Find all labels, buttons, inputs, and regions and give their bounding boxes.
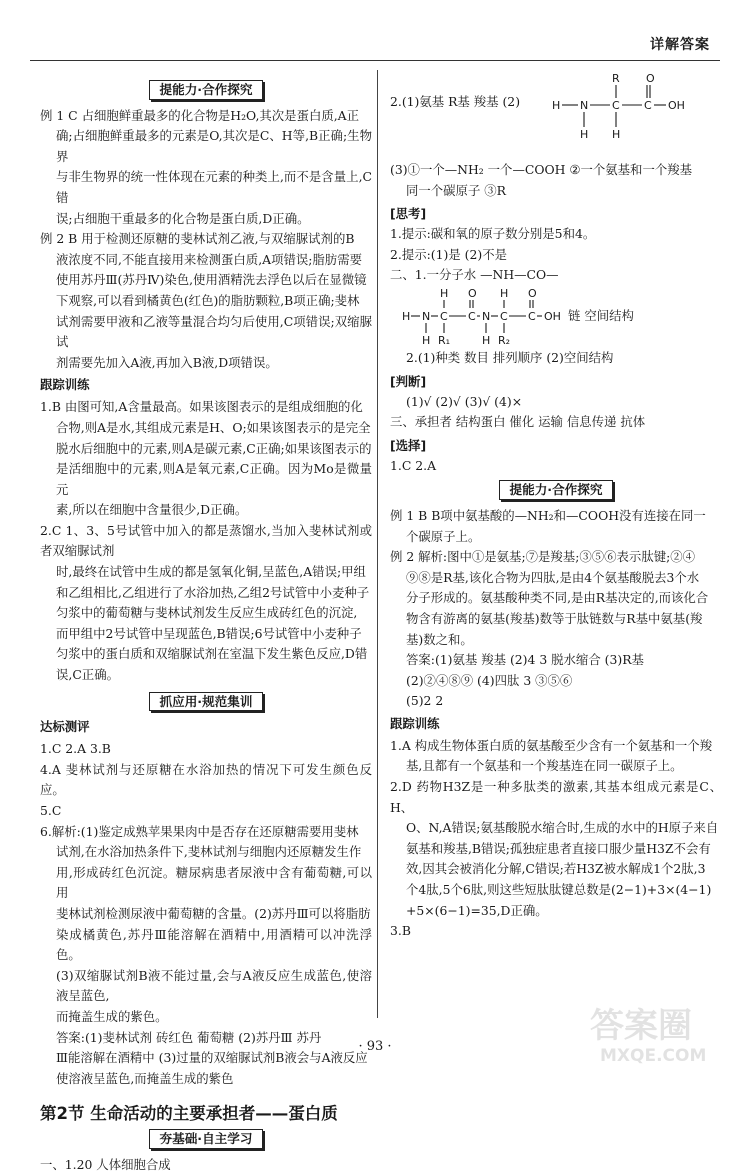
tracking-2-line: 而甲组中2号试管中呈现蓝色,B错误;6号试管中小麦种子	[56, 625, 362, 641]
example-2-line: 试剂需要甲液和乙液等量混合均匀后使用,C项错误;双缩脲试	[56, 313, 372, 350]
amino-acid-answer-line: (3)①一个—NH₂ 一个—COOH ②一个氨基和一个羧基	[390, 162, 693, 177]
right-tracking-2-line: 个4肽,5个6肽,则这些短肽肽键总数是(2−1)+3×(4−1)	[406, 882, 712, 898]
eval-6-line: (3)双缩脲试剂B液不能过量,会与A液反应生成蓝色,使溶液呈蓝色,	[56, 967, 372, 1004]
eval-6-line: 试剂,在水浴加热条件下,斐林试剂与细胞内还原糖发生作	[56, 844, 362, 860]
tracking-1-line: 1.B 由图可知,A含量最高。如果该图表示的是组成细胞的化	[40, 399, 363, 415]
think-2: 2.提示:(1)是 (2)不是	[390, 246, 507, 262]
right-column	[390, 72, 722, 942]
right-tracking-2-line: O、N,A错误;氨基酸脱水缩合时,生成的水中的H原子来自	[406, 820, 719, 836]
example-2-line: 例 2 B 用于检测还原糖的斐林试剂乙液,与双缩脲试剂的B	[40, 231, 355, 247]
section-box-ability-2: 提能力·合作探究	[499, 480, 614, 500]
right-tracking-title: 跟踪训练	[390, 715, 440, 731]
formula-atom-OH: OH	[544, 309, 561, 323]
right-tracking-2-line: +5×(6−1)=35,D正确。	[406, 902, 548, 918]
right-example-1-line: 个碳原子上。	[406, 528, 481, 544]
eval-6-answer-line: 使溶液呈蓝色,而掩盖生成的紫色	[56, 1070, 234, 1086]
section-box-ability: 提能力·合作探究	[149, 80, 264, 100]
choose-answers: 1.C 2.A	[390, 457, 437, 473]
left-column	[40, 78, 372, 1176]
dipeptide-structure-formula	[402, 286, 562, 348]
think-title: [思考]	[390, 206, 427, 222]
amino-acid-answer-line: 同一个碳原子 ③R	[406, 182, 507, 198]
watermark-text: 答案圈	[590, 1006, 692, 1046]
amino-group-answer: 2.(1)氨基 R基 羧基 (2)	[390, 94, 521, 109]
formula-atom-N: N	[482, 309, 491, 323]
formula-atom-O: O	[646, 72, 655, 85]
eval-answers-1-3: 1.C 2.A 3.B	[40, 741, 111, 757]
formula-atom-C: C	[528, 309, 536, 323]
tracking-1-line: 脱水后细胞中的元素,则A是碳元素,C正确;如果该图表示的	[56, 440, 372, 456]
right-example-2-line: 物含有游离的氨基(羧基)数等于肽链数与R基中氨基(羧	[406, 610, 703, 626]
section-box-application: 抓应用·规范集训	[149, 692, 264, 712]
watermark-url: MXQE.COM	[600, 1046, 707, 1066]
formula-atom-O: O	[528, 286, 537, 300]
formula-atom-OH: OH	[668, 99, 685, 112]
eval-6-line: 而掩盖生成的紫色。	[56, 1008, 168, 1024]
eval-answer-4: 4.A 斐林试剂与还原糖在水浴加热的情况下可发生颜色反应。	[40, 761, 372, 798]
right-example-2-line: ⑨⑧是R基,该化合物为四肽,是由4个氨基酸脱去3个水	[406, 569, 700, 585]
example-2-line: 使用苏丹Ⅲ(苏丹Ⅳ)染色,使用酒精洗去浮色以后在显微镜	[56, 272, 367, 288]
formula-atom-H: H	[422, 333, 431, 347]
tracking-1-line: 是活细胞中的元素,则A是氧元素,C正确。因为Mo是微量元	[56, 461, 372, 497]
eval-6-answer-line: Ⅲ能溶解在酒精中 (3)过量的双缩脲试剂B液会与A液反应	[56, 1050, 368, 1066]
formula-atom-H: H	[552, 99, 561, 112]
formula-atom-C: C	[612, 99, 620, 112]
formula-atom-N: N	[580, 99, 589, 112]
example-2-line: 下观察,可以看到橘黄色(红色)的脂肪颗粒,B项正确;斐林	[56, 292, 360, 308]
right-example-2-line: 例 2 解析:图中①是氨基;⑦是羧基;③⑤⑥表示肽键;②④	[390, 549, 696, 565]
right-answer-line: (2)②④⑧⑨ (4)四肽 3 ③⑤⑥	[406, 672, 573, 688]
formula-atom-R: R	[612, 72, 620, 85]
formula-atom-H: H	[440, 286, 449, 300]
think-1: 1.提示:碳和氧的原子数分别是5和4。	[390, 226, 596, 242]
formula-atom-H: H	[482, 333, 491, 347]
eval-6-line: 斐林试剂检测尿液中葡萄糖的含量。(2)苏丹Ⅲ可以将脂肪	[56, 905, 371, 921]
eval-6-line: 用,形成砖红色沉淀。糖尿病患者尿液中含有葡萄糖,可以用	[56, 864, 372, 901]
formula-atom-R1: R₁	[438, 333, 451, 347]
right-example-2-line: 基)数之和。	[406, 631, 473, 647]
dipeptide-row	[390, 286, 722, 348]
eval-6-answer-line: 答案:(1)斐林试剂 砖红色 葡萄糖 (2)苏丹Ⅲ 苏丹	[56, 1029, 322, 1045]
example-1-line: 与非生物界的统一性体现在元素的种类上,而不是含量上,C错	[56, 169, 372, 205]
tracking-1-line: 合物,则A是水,其组成元素是H、O;如果该图表示的是完全	[56, 419, 371, 435]
tracking-2-line: 匀浆中的蛋白质和双缩脲试剂在室温下发生紫色反应,D错	[56, 646, 368, 662]
right-answer-line: (5)2 2	[406, 693, 444, 709]
formula-atom-C: C	[440, 309, 448, 323]
watermark-logo	[582, 1001, 732, 1066]
example-2-line: 剂需要先加入A液,再加入B液,D项错误。	[56, 354, 278, 370]
formula-atom-C: C	[468, 309, 476, 323]
formula-atom-C: C	[500, 309, 508, 323]
judge-title: [判断]	[390, 373, 427, 389]
part-three-answer: 三、承担者 结构蛋白 催化 运输 信息传递 抗体	[390, 414, 646, 430]
tracking-1-line: 素,所以在细胞中含量很少,D正确。	[56, 502, 248, 518]
tracking-2-line: 误,C正确。	[56, 667, 119, 683]
right-answer-line: 答案:(1)氨基 羧基 (2)4 3 脱水缩合 (3)R基	[406, 652, 644, 668]
header-title: 详解答案	[650, 37, 710, 53]
eval-answer-5: 5.C	[40, 803, 62, 818]
formula-atom-H: H	[580, 128, 589, 141]
right-tracking-3: 3.B	[390, 923, 411, 939]
formula-atom-H: H	[402, 309, 411, 323]
eval-6-line: 6.解析:(1)鉴定成熟苹果果肉中是否存在还原糖需要用斐林	[40, 823, 359, 839]
column-divider	[377, 70, 378, 1018]
right-tracking-1-line: 1.A 构成生物体蛋白质的氨基酸至少含有一个氨基和一个羧	[390, 737, 713, 753]
foundation-line: 一、1.20 人体细胞合成	[40, 1156, 171, 1172]
right-tracking-1-line: 基,且都有一个氨基和一个羧基连在同一碳原子上。	[406, 758, 683, 774]
evaluation-title: 达标测评	[40, 719, 90, 735]
right-tracking-2-line: 效,因其会被消化分解,C错误;若H3Z被水解成1个2肽,3	[406, 861, 706, 877]
example-1-line: 误;占细胞干重最多的化合物是蛋白质,D正确。	[56, 210, 310, 226]
choose-title: [选择]	[390, 437, 427, 453]
formula-atom-H: H	[500, 286, 509, 300]
formula-atom-C: C	[644, 99, 652, 112]
tracking-practice-title: 跟踪训练	[40, 377, 90, 393]
tracking-2-line: 时,最终在试管中生成的都是氢氧化铜,呈蓝色,A错误;甲组	[56, 564, 366, 580]
page-number: · 93 ·	[358, 1039, 392, 1054]
formula-atom-H: H	[612, 128, 621, 141]
chapter-heading: 第2节 生命活动的主要承担者——蛋白质	[40, 1104, 338, 1124]
judge-answers: (1)√ (2)√ (3)√ (4)×	[406, 393, 523, 409]
example-1-line: 确;占细胞鲜重最多的元素是O,其次是C、H等,B正确;生物界	[56, 128, 372, 164]
tracking-2-line: 和乙组相比,乙组进行了水浴加热,乙组2号试管中小麦种子	[56, 584, 370, 600]
tracking-2-line: 2.C 1、3、5号试管中加入的都是蒸馏水,当加入斐林试剂或者双缩脲试剂	[40, 522, 372, 559]
formula-atom-O: O	[468, 286, 477, 300]
formula-atom-R2: R₂	[498, 333, 511, 347]
part-two-answer: 二、1.一分子水 —NH—CO—	[390, 267, 559, 283]
amino-acid-row	[390, 72, 722, 160]
chain-label: 链 空间结构	[568, 307, 634, 323]
formula-atom-N: N	[422, 309, 431, 323]
eval-6-line: 染成橘黄色,苏丹Ⅲ能溶解在酒精中,用酒精可以冲洗浮色。	[56, 926, 372, 963]
part-two-2-answer: 2.(1)种类 数目 排列顺序 (2)空间结构	[406, 349, 614, 365]
section-box-foundation: 夯基础·自主学习	[149, 1129, 264, 1149]
header-rule	[30, 60, 720, 61]
tracking-2-line: 匀浆中的葡萄糖与斐林试剂发生反应生成砖红色的沉淀,	[56, 605, 358, 621]
amino-acid-structure-formula	[550, 72, 700, 154]
example-2-line: 液浓度不同,不能直接用来检测蛋白质,A项错误;脂肪需要	[56, 251, 362, 267]
example-1-line: 例 1 C 占细胞鲜重最多的化合物是H₂O,其次是蛋白质,A正	[40, 107, 360, 123]
right-tracking-2-line: 氨基和羧基,B错误;孤独症患者直接口服少量H3Z不会有	[406, 840, 711, 856]
right-example-2-line: 分子形成的。氨基酸种类不同,是由R基决定的,而该化合	[406, 590, 709, 606]
right-example-1-line: 例 1 B B项中氨基酸的—NH₂和—COOH没有连接在同一	[390, 507, 706, 523]
right-tracking-2-line: 2.D 药物H3Z是一种多肽类的激素,其基本组成元素是C、H、	[390, 779, 722, 815]
